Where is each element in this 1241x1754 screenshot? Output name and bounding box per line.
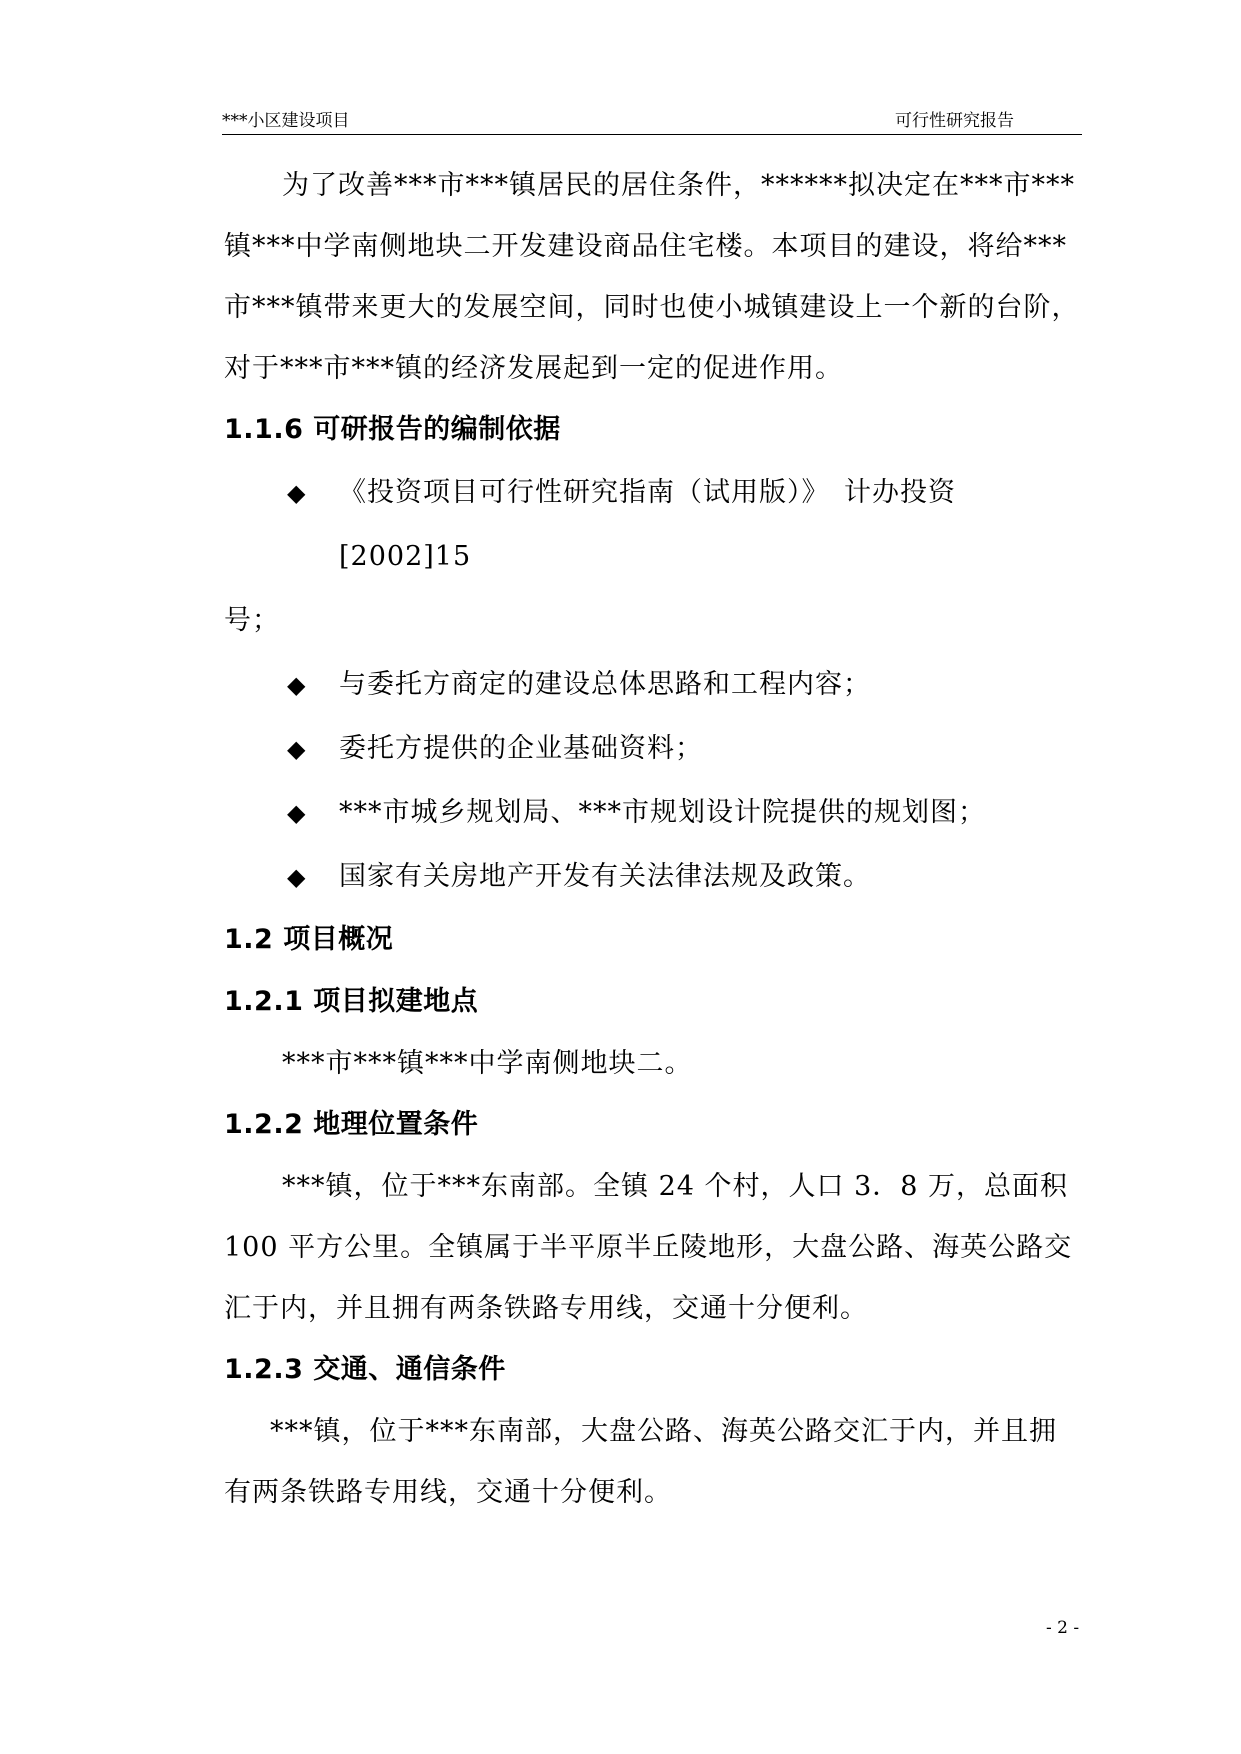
diamond-bullet-icon: ◆ bbox=[287, 479, 307, 507]
bullet-text: 国家有关房地产开发有关法律法规及政策。 bbox=[339, 861, 871, 892]
page-number: - 2 - bbox=[1046, 1618, 1080, 1638]
diamond-bullet-icon: ◆ bbox=[287, 863, 307, 891]
bullet-text: ***市城乡规划局、***市规划设计院提供的规划图； bbox=[339, 797, 986, 828]
bullet-item bbox=[224, 461, 1084, 589]
section-1-2-2-text: ***镇，位于***东南部。全镇 24 个村，人口 3．8 万，总面积 100 平方公里。全镇属于半平原半丘陵地形，大盘公路、海英公路交汇于内，并且拥有两条铁路专用线，交通十分便利。 bbox=[224, 1171, 1073, 1324]
section-heading-1-2-1: 1.2.1 项目拟建地点 bbox=[224, 986, 479, 1017]
bullet-continuation: 号； bbox=[224, 605, 280, 636]
bullet-text: 与委托方商定的建设总体思路和工程内容； bbox=[339, 669, 871, 700]
section-heading-1-2-2: 1.2.2 地理位置条件 bbox=[224, 1109, 479, 1140]
header-report-title: 可行性研究报告 bbox=[895, 111, 1014, 131]
bullet-item bbox=[224, 717, 1084, 781]
diamond-bullet-icon: ◆ bbox=[287, 735, 307, 763]
bullet-item bbox=[224, 781, 1084, 845]
bullet-text: 委托方提供的企业基础资料； bbox=[339, 733, 703, 764]
intro-paragraph: 为了改善***市***镇居民的居住条件，******拟决定在***市***镇***中学南侧地块二开发建设商品住宅楼。本项目的建设，将给***市***镇带来更大的发展空间，同时也使小城镇建设上一个新的台阶，对于***市***镇的经济发展起到一定的促进作用。 bbox=[224, 170, 1080, 384]
section-heading-1-1-6: 1.1.6 可研报告的编制依据 bbox=[224, 414, 561, 445]
section-heading-1-2: 1.2 项目概况 bbox=[224, 924, 394, 955]
section-1-2-1-text: ***市***镇***中学南侧地块二。 bbox=[282, 1048, 693, 1079]
section-heading-1-2-3: 1.2.3 交通、通信条件 bbox=[224, 1354, 506, 1385]
bullet-item bbox=[224, 845, 1084, 909]
diamond-bullet-icon: ◆ bbox=[287, 799, 307, 827]
header-project-name: ***小区建设项目 bbox=[222, 111, 350, 131]
diamond-bullet-icon: ◆ bbox=[287, 671, 307, 699]
bullet-item bbox=[224, 653, 1084, 717]
document-body bbox=[224, 155, 1084, 1523]
page-header bbox=[222, 104, 1082, 135]
bullet-text: 《投资项目可行性研究指南（试用版）》 计办投资[2002]15 bbox=[339, 477, 956, 572]
section-1-2-3-text: ***镇，位于***东南部，大盘公路、海英公路交汇于内，并且拥有两条铁路专用线，交通十分便利。 bbox=[224, 1416, 1057, 1508]
